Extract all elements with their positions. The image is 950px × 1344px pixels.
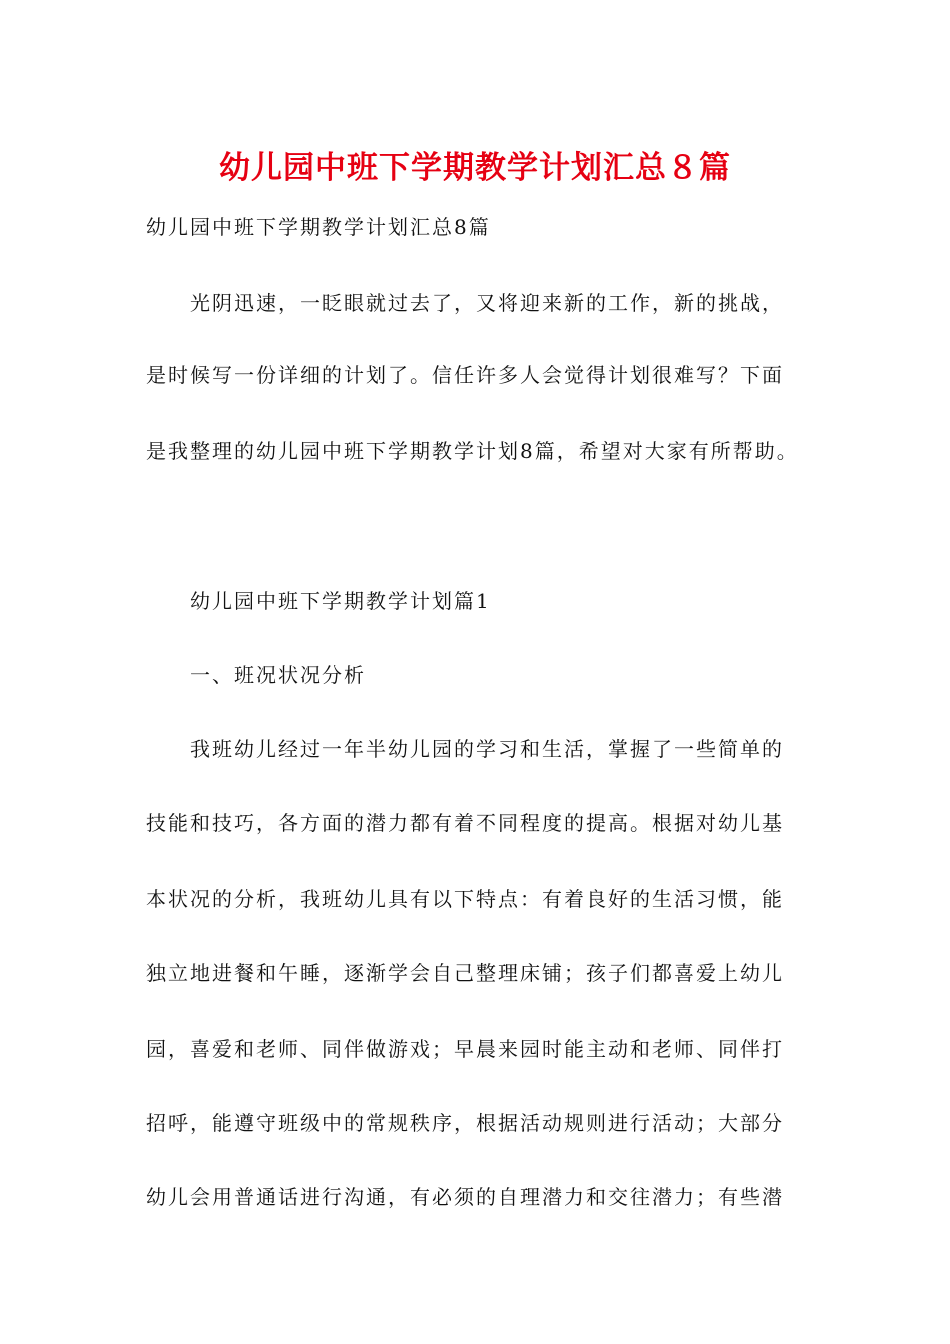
body-line: 园，喜爱和老师、同伴做游戏；早晨来园时能主动和老师、同伴打	[146, 1037, 784, 1061]
body-line: 技能和技巧，各方面的潜力都有着不同程度的提高。根据对幼儿基	[146, 811, 784, 835]
document-subtitle: 幼儿园中班下学期教学计划汇总8篇	[146, 215, 491, 239]
body-line: 幼儿会用普通话进行沟通，有必须的自理潜力和交往潜力；有些潜	[146, 1185, 784, 1209]
section-heading: 幼儿园中班下学期教学计划篇1	[190, 589, 491, 613]
intro-line: 是我整理的幼儿园中班下学期教学计划8篇，希望对大家有所帮助。	[146, 439, 799, 463]
subsection-heading: 一、班况状况分析	[190, 663, 366, 687]
body-line: 招呼，能遵守班级中的常规秩序，根据活动规则进行活动；大部分	[146, 1111, 784, 1135]
intro-line: 光阴迅速，一眨眼就过去了，又将迎来新的工作，新的挑战，	[190, 291, 784, 315]
body-line: 本状况的分析，我班幼儿具有以下特点：有着良好的生活习惯，能	[146, 887, 784, 911]
body-line: 我班幼儿经过一年半幼儿园的学习和生活，掌握了一些简单的	[190, 737, 784, 761]
body-line: 独立地进餐和午睡，逐渐学会自己整理床铺；孩子们都喜爱上幼儿	[146, 961, 784, 985]
page-title: 幼儿园中班下学期教学计划汇总８篇	[219, 150, 731, 186]
intro-line: 是时候写一份详细的计划了。信任许多人会觉得计划很难写？下面	[146, 363, 784, 387]
